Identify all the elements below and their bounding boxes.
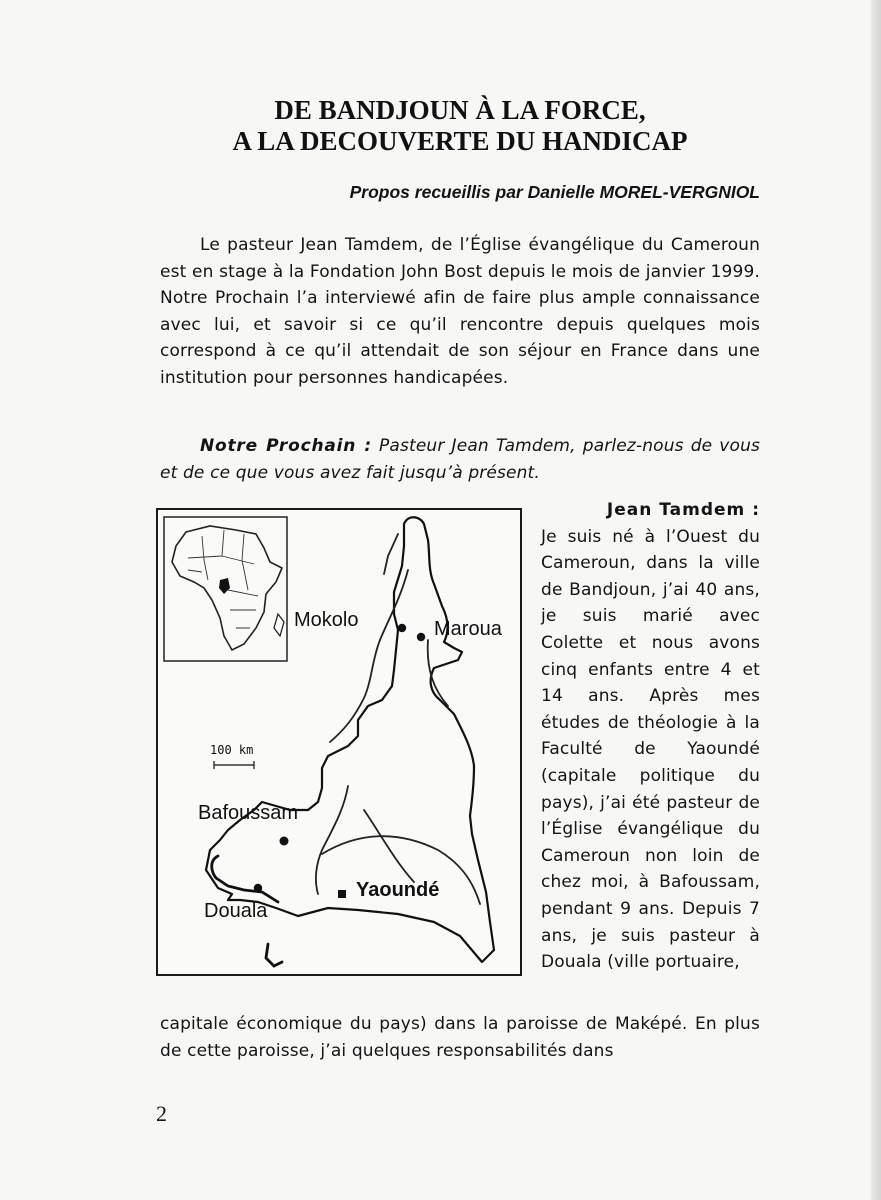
answer-speaker: Jean Tamdem : — [606, 500, 760, 520]
answer-column — [541, 497, 760, 976]
city-label-maroua: Maroua — [434, 618, 502, 640]
answer-column-text: Je suis né à l’Ouest du Cameroun, dans la ville de Bandjoun, j’ai 40 ans, je suis marié avec Colette et nous avons cinq enfants entre 4 et 14 ans. Après mes études de théologie à la Faculté de Yaoundé (capitale politique du pays), j’ai été pasteur de l’Église évangélique du Cameroun non loin de chez moi, à Bafoussam, pendant 9 ans. Depuis 7 ans, je suis pasteur à Douala (ville portuaire, — [541, 526, 760, 973]
city-mokolo-dot — [398, 624, 406, 632]
article-title — [160, 95, 760, 157]
article-title-line-2: A LA DECOUVERTE DU HANDICAP — [232, 126, 688, 156]
africa-inset-map — [164, 517, 287, 661]
cameroon-map-drawing — [158, 510, 520, 974]
article-title-line-1: DE BANDJOUN À LA FORCE, — [274, 95, 646, 125]
city-douala-dot — [254, 884, 262, 892]
byline: Propos recueillis par Danielle MOREL-VERGNIOL — [349, 182, 760, 202]
city-label-yaounde: Yaoundé — [356, 879, 440, 901]
intro-paragraph: Le pasteur Jean Tamdem, de l’Église évangélique du Cameroun est en stage à la Fondation John Bost depuis le mois de janvier 1999. Notre Prochain l’a interviewé afin de faire plus ample connaissance avec lui, et savoir si ce qu’il rencontre depuis quelques mois correspond à ce qu’il attendait de son séjour en France dans une institution pour personnes handicapées. — [160, 235, 760, 388]
question-paragraph — [160, 433, 760, 486]
question-text: Pasteur Jean Tamdem, parlez-nous de vous et de ce que vous avez fait jusqu’à présent. — [160, 436, 760, 483]
map-scale-label: 100 km — [210, 743, 254, 757]
city-label-bafoussam: Bafoussam — [198, 802, 299, 824]
city-bafoussam-dot — [280, 837, 289, 846]
answer-continuation: capitale économique du pays) dans la paroisse de Maképé. En plus de cette paroisse, j’ai quelques responsabilités dans — [160, 1014, 760, 1061]
question-speaker: Notre Prochain : — [200, 436, 372, 456]
cameroon-map — [156, 508, 522, 976]
cameroon-outline — [206, 517, 494, 962]
city-maroua-dot — [417, 633, 425, 641]
city-label-douala: Douala — [204, 900, 268, 922]
city-yaounde-marker — [338, 890, 346, 898]
page-edge-shadow — [871, 0, 881, 1200]
page-number: 2 — [156, 1101, 167, 1126]
city-label-mokolo: Mokolo — [294, 609, 359, 631]
